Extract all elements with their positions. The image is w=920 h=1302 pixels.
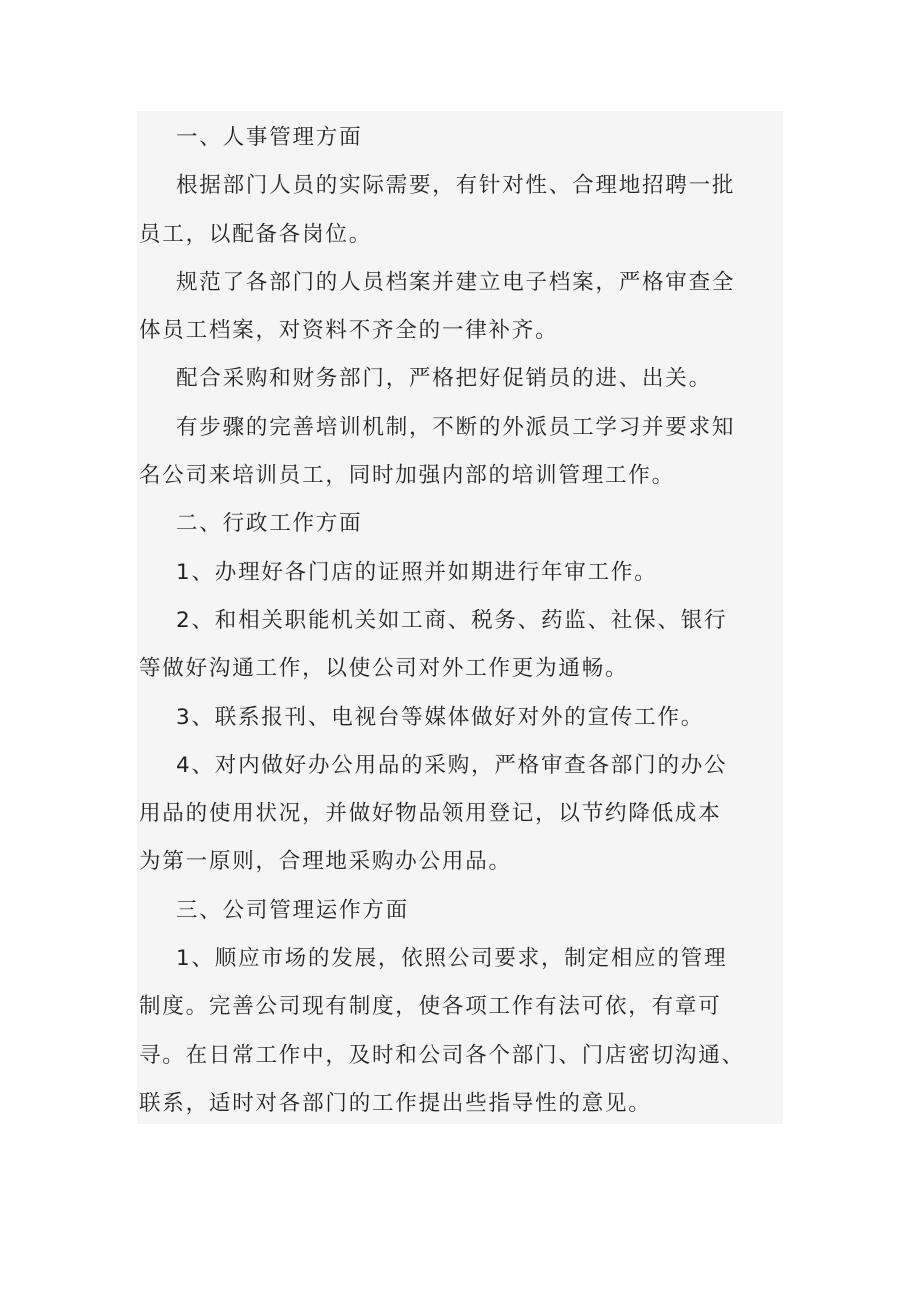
paragraph-line: 制度。完善公司现有制度，使各项工作有法可依，有章可 — [139, 994, 722, 1020]
paragraph-line: 寻。在日常工作中，及时和公司各个部门、门店密切沟通、 — [139, 1042, 745, 1068]
paragraph-line: 体员工档案，对资料不齐全的一律补齐。 — [139, 318, 559, 344]
paragraph-line: 规范了各部门的人员档案并建立电子档案，严格审查全 — [176, 269, 736, 295]
paragraph-line: 用品的使用状况，并做好物品领用登记，以节约降低成本 — [139, 801, 722, 827]
paragraph-line: 等做好沟通工作，以使公司对外工作更为通畅。 — [139, 656, 629, 682]
paragraph-line: 为第一原则，合理地采购办公用品。 — [139, 849, 512, 875]
paragraph-line: 员工，以配备各岗位。 — [139, 221, 373, 247]
document-body — [139, 114, 819, 1128]
paragraph-line: 配合采购和财务部门，严格把好促销员的进、出关。 — [176, 366, 712, 392]
paragraph-line: 有步骤的完善培训机制，不断的外派员工学习并要求知 — [176, 414, 736, 440]
paragraph-line: 根据部门人员的实际需要，有针对性、合理地招聘一批 — [176, 173, 736, 199]
paragraph-line: 2、和相关职能机关如工商、税务、药监、社保、银行 — [176, 607, 728, 633]
paragraph-line: 3、联系报刊、电视台等媒体做好对外的宣传工作。 — [176, 704, 705, 730]
section-heading-administration: 二、行政工作方面 — [176, 511, 363, 537]
paragraph-line: 名公司来培训员工，同时加强内部的培训管理工作。 — [139, 463, 675, 489]
paragraph-line: 联系，适时对各部门的工作提出些指导性的意见。 — [139, 1090, 652, 1116]
section-heading-company-management: 三、公司管理运作方面 — [176, 897, 410, 923]
paragraph-line: 1、顺应市场的发展，依照公司要求，制定相应的管理 — [176, 946, 728, 972]
section-heading-personnel: 一、人事管理方面 — [176, 125, 363, 150]
paragraph-line: 4、对内做好办公用品的采购，严格审查各部门的办公 — [176, 752, 728, 778]
paragraph-line: 1、办理好各门店的证照并如期进行年审工作。 — [176, 559, 658, 585]
